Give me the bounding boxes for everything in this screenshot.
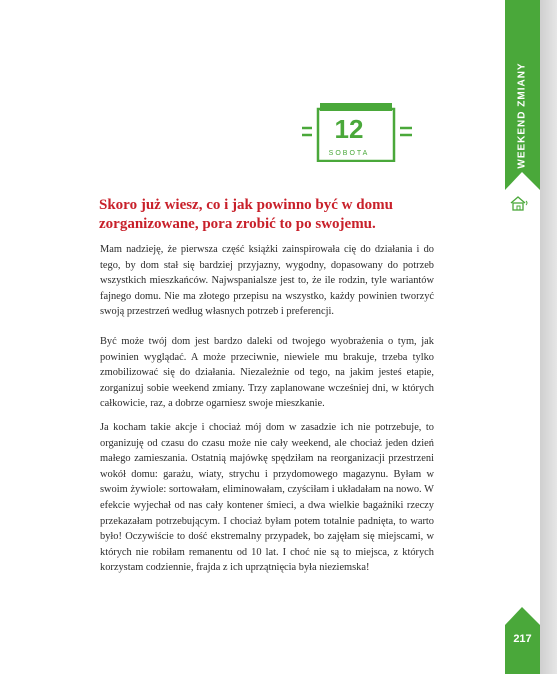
section-headline: Skoro już wiesz, co i jak powinno być w domu zorganizowane, pora zrobić to po swojemu. [99, 197, 393, 232]
calendar-day: 12 [334, 114, 364, 144]
page-gutter [540, 0, 557, 674]
calendar-weekday: SOBOTA [328, 150, 370, 157]
paragraph-2: Być może twój dom jest bardzo daleki od twojego wyobrażenia o tym, jak powinien wyglądać. A może przeciwnie, niewiele mu brakuje, trzeba tylko zmobilizować się do działania. Niezależnie od tego, na jakim jesteś etapie, zorganizuj sobie weekend zmiany. Trzy zaplanowane wcześniej dni, w których całkowicie, raz, a dobrze ogarniesz swoje mieszkanie. [100, 336, 434, 410]
chapter-tab-label: WEEKEND ZMIANY [517, 61, 529, 169]
paragraph-3: Ja kocham takie akcje i chociaż mój dom w zasadzie ich nie potrzebuje, to organizuję od czasu do czasu może nie cały weekend, ale chociaż jeden dzień małego zamieszania. Ostatnią majówkę spędziłam na reorganizacji przestrzeni wokół domu: garażu, wiaty, strychu i przydomowego magazynu. Byłam w swoim żywiole: sortowałam, eliminowałam, czyściłam i układałam na nowo. W efekcie wyjechał od nas cały kontener śmieci, a dwa wielkie bagażniki rzeczy przekazałam potrzebującym. I chociaż byłam potem totalnie padnięta, to warto było! Oczywiście to dość ekstremalny przypadek, bo zajęłam się miejscami, w których nie robiłam remanentu od 10 lat. I choć nie są to miejsca, z których korzystam codziennie, frajda z ich uprzątnięcia była nieziemska! [100, 422, 434, 574]
home-icon [509, 195, 529, 211]
page-number: 217 [513, 633, 532, 645]
paragraph-1: Mam nadzieję, że pierwsza część książki zainspirowała cię do działania i do tego, by dom stał się bardziej przyjazny, wygodny, dopasowany do potrzeb wszystkich mieszkańców. Najwspanialsze jest to, że ile rodzin, tyle wariantów fajnego domu. Nie ma złotego przepisu na wszystko, każdy powinien tworzyć swoją przestrzeń według własnych potrzeb i preferencji. [100, 244, 434, 318]
